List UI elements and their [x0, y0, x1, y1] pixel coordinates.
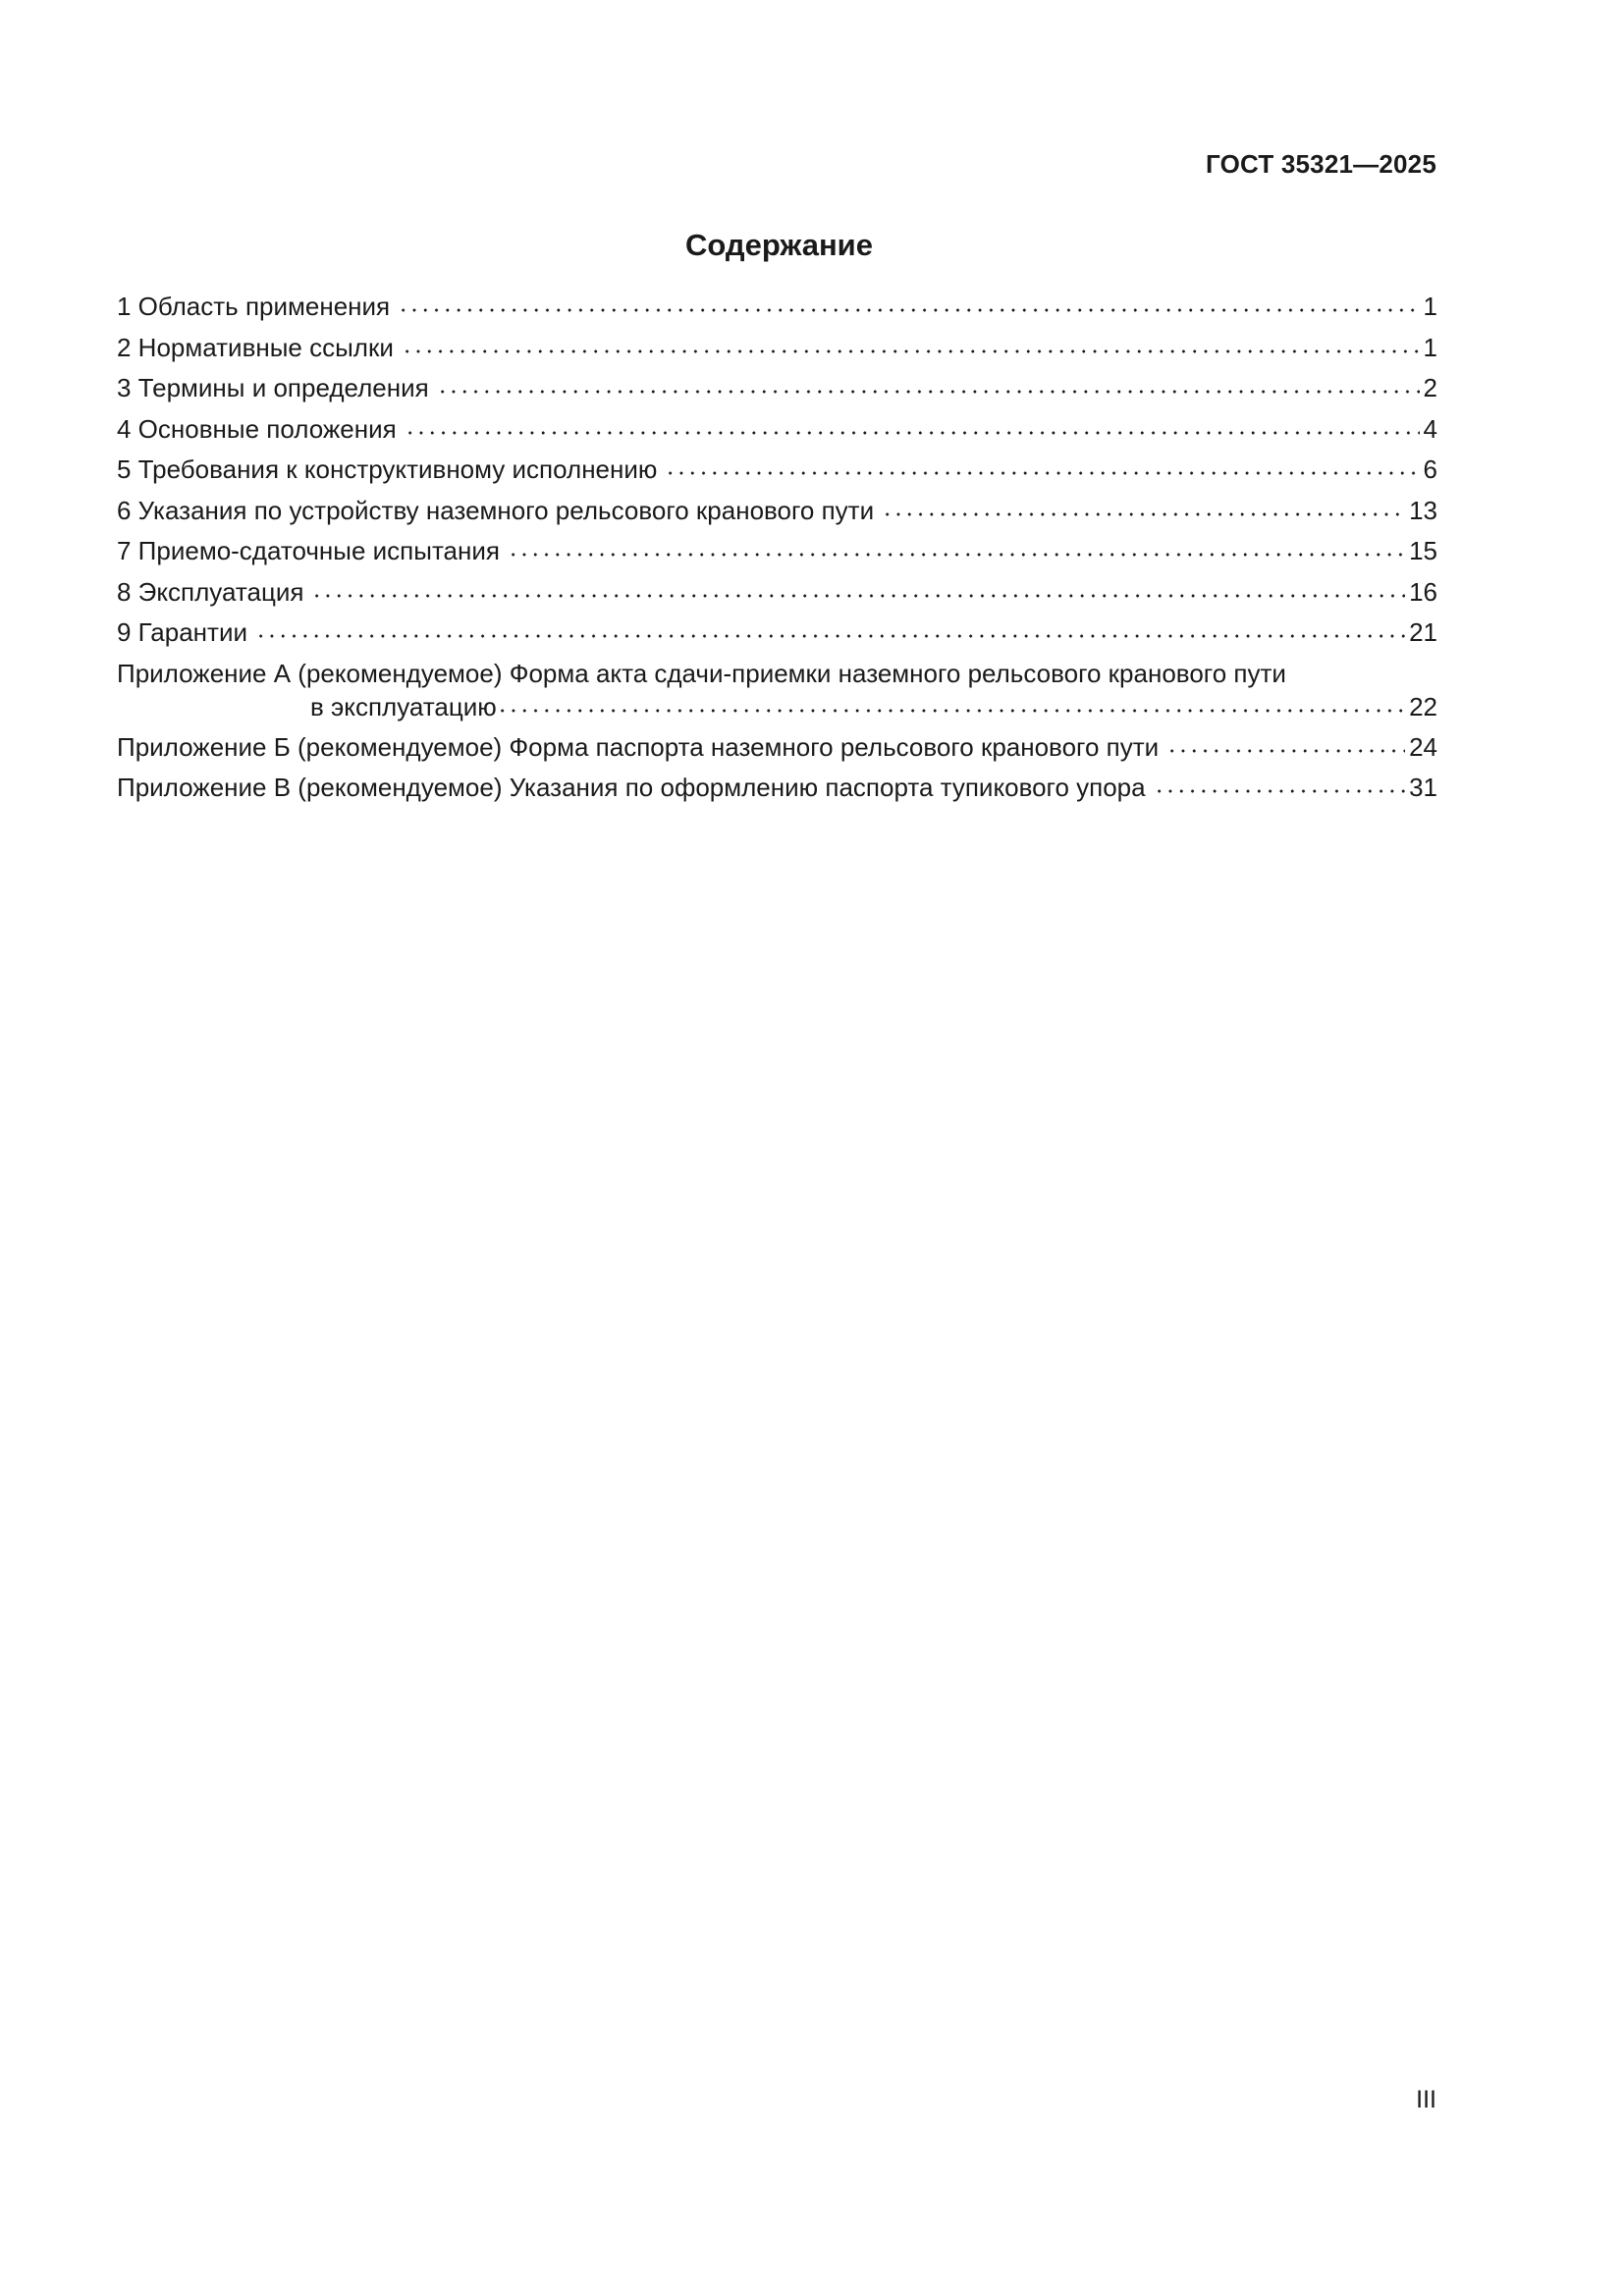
- toc-entry-page: 13: [1409, 495, 1437, 525]
- toc-entry-label: 3 Термины и определения: [117, 368, 437, 409]
- toc-entry-appendix-b[interactable]: [117, 727, 1437, 769]
- toc-entry-9[interactable]: [117, 613, 1437, 654]
- toc-entry-label: 1 Область применения: [117, 287, 398, 328]
- toc-entry-page: 2: [1423, 373, 1437, 402]
- toc-entry-page: 15: [1409, 536, 1437, 565]
- table-of-contents: [117, 287, 1437, 809]
- dot-leader: [665, 454, 1419, 480]
- toc-entry-1[interactable]: [117, 287, 1437, 328]
- toc-entry-continuation-line: [117, 690, 1437, 723]
- toc-entry-label: 5 Требования к конструктивному исполнению: [117, 450, 665, 491]
- page-number: III: [1416, 2086, 1436, 2113]
- toc-entry-appendix-v[interactable]: [117, 768, 1437, 809]
- toc-entry-7[interactable]: [117, 531, 1437, 572]
- document-code: ГОСТ 35321—2025: [1206, 149, 1436, 179]
- toc-entry-label: 9 Гарантии: [117, 613, 255, 654]
- toc-entry-continuation: в эксплуатацию: [310, 691, 497, 721]
- dot-leader: [508, 536, 1405, 561]
- dot-leader: [1166, 732, 1405, 758]
- toc-entry-5[interactable]: [117, 450, 1437, 491]
- toc-entry-page: 1: [1423, 292, 1437, 321]
- toc-entry-appendix-a[interactable]: [117, 654, 1437, 727]
- dot-leader: [497, 692, 1405, 718]
- toc-entry-label: 2 Нормативные ссылки: [117, 328, 402, 369]
- toc-entry-page: 21: [1409, 617, 1437, 647]
- toc-entry-8[interactable]: [117, 572, 1437, 614]
- toc-entry-page: 22: [1409, 691, 1437, 721]
- dot-leader: [311, 577, 1405, 603]
- toc-entry-label: Приложение Б (рекомендуемое) Форма паспорта наземного рельсового кранового пути: [117, 727, 1166, 769]
- toc-entry-label: Приложение В (рекомендуемое) Указания по оформлению паспорта тупикового упора: [117, 768, 1154, 809]
- toc-entry-page: 1: [1423, 332, 1437, 362]
- toc-entry-page: 4: [1423, 413, 1437, 444]
- toc-entry-4[interactable]: [117, 409, 1437, 451]
- toc-entry-6[interactable]: [117, 491, 1437, 532]
- toc-entry-3[interactable]: [117, 368, 1437, 409]
- dot-leader: [255, 617, 1405, 643]
- dot-leader: [882, 496, 1405, 521]
- toc-entry-label: 4 Основные положения: [117, 409, 405, 451]
- dot-leader: [437, 373, 1420, 399]
- toc-entry-page: 24: [1409, 731, 1437, 762]
- toc-entry-2[interactable]: [117, 328, 1437, 369]
- dot-leader: [1154, 773, 1405, 798]
- toc-entry-label: 7 Приемо-сдаточные испытания: [117, 531, 508, 572]
- toc-entry-label: 8 Эксплуатация: [117, 572, 311, 614]
- toc-title-text: Содержание: [685, 228, 873, 262]
- toc-entry-page: 31: [1409, 773, 1437, 802]
- toc-entry-page: 16: [1409, 576, 1437, 607]
- dot-leader: [405, 414, 1420, 440]
- toc-entry-page: 6: [1423, 454, 1437, 484]
- toc-entry-label: 6 Указания по устройству наземного рельсового кранового пути: [117, 491, 882, 532]
- toc-title: [0, 228, 1624, 263]
- toc-entry-label: Приложение А (рекомендуемое) Форма акта сдачи-приемки наземного рельсового кранового пути: [117, 658, 1286, 688]
- dot-leader: [398, 292, 1419, 317]
- dot-leader: [402, 333, 1420, 358]
